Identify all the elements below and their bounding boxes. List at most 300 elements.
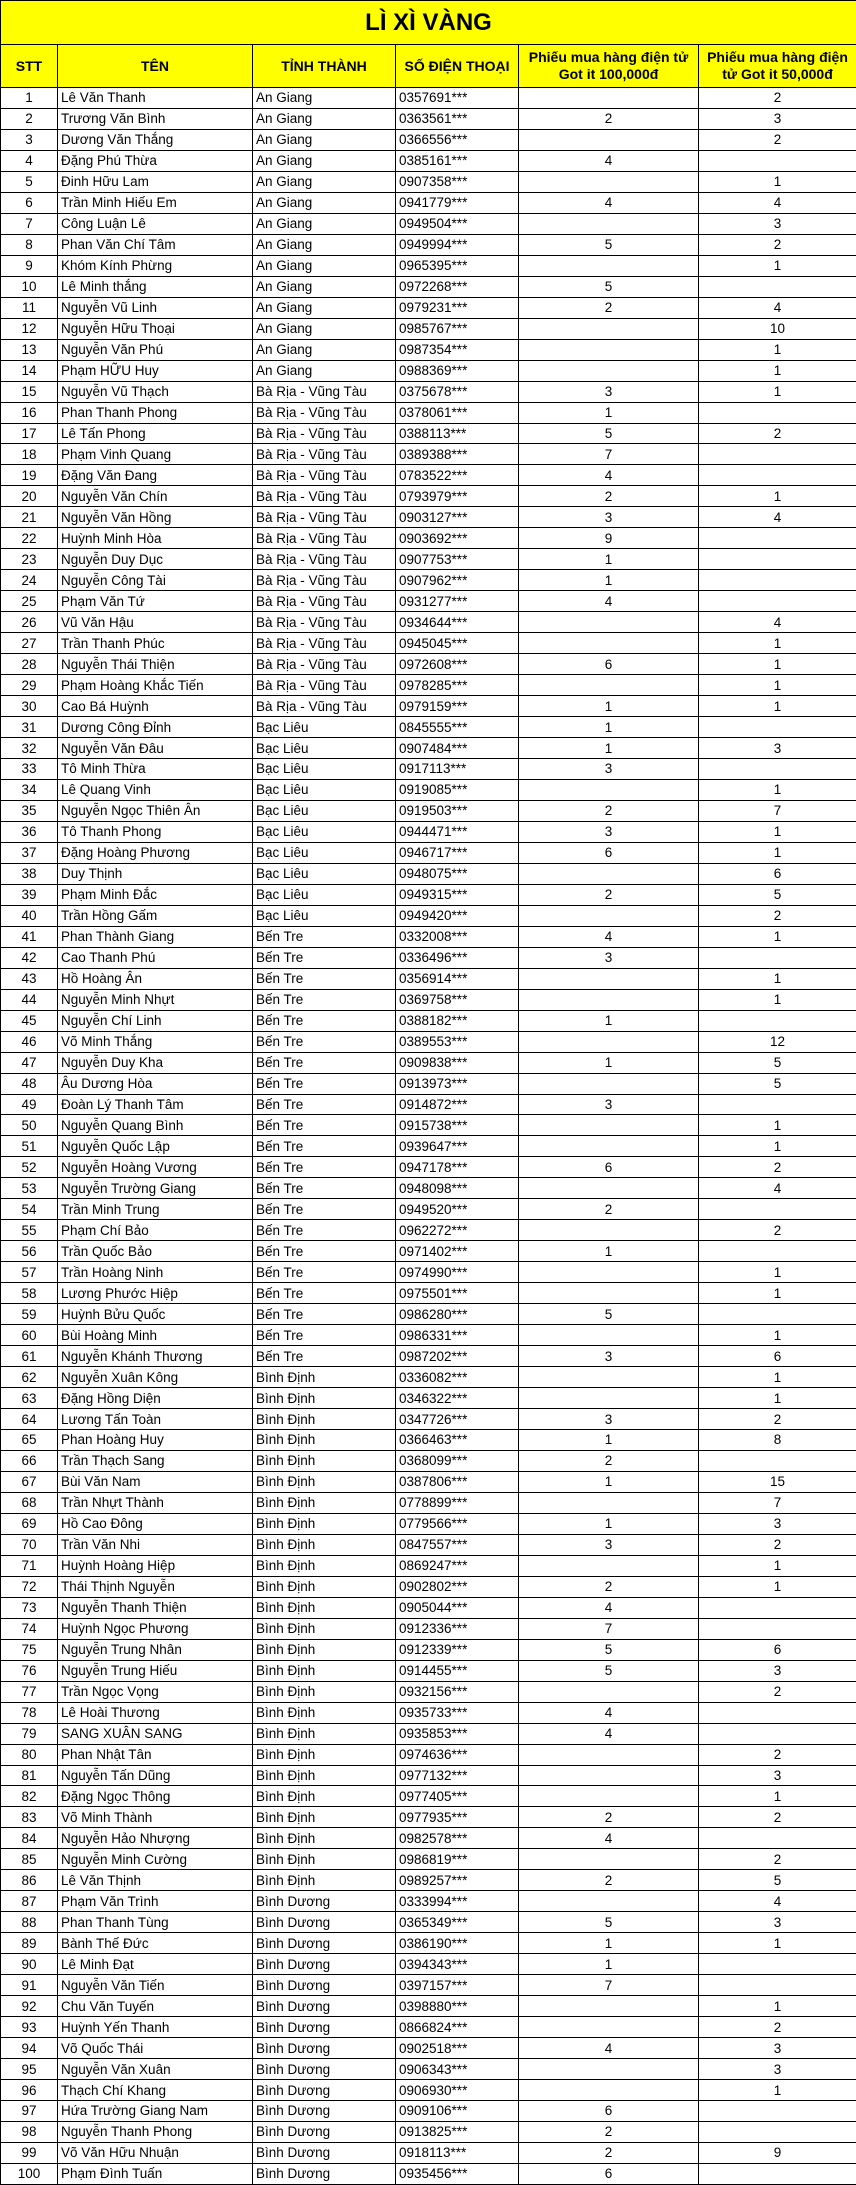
table-row — [1, 297, 856, 318]
cell-phone: 0394343*** — [396, 1954, 519, 1975]
cell-phone: 0917113*** — [396, 759, 519, 780]
cell-province: An Giang — [253, 360, 396, 381]
cell-stt: 40 — [1, 905, 58, 926]
cell-voucher-50k: 1 — [699, 381, 856, 402]
cell-province: Bến Tre — [253, 1304, 396, 1325]
cell-voucher-100k: 7 — [519, 444, 699, 465]
cell-name: Nguyễn Quốc Lập — [58, 1136, 253, 1157]
cell-phone: 0385161*** — [396, 150, 519, 171]
table-row — [1, 1912, 856, 1933]
table-row — [1, 1660, 856, 1681]
cell-name: Lê Văn Thanh — [58, 88, 253, 109]
cell-voucher-50k — [699, 1010, 856, 1031]
cell-voucher-50k: 1 — [699, 1388, 856, 1409]
cell-province: Bến Tre — [253, 989, 396, 1010]
cell-province: Bình Định — [253, 1576, 396, 1597]
cell-province: Bà Rịa - Vũng Tàu — [253, 633, 396, 654]
table-row — [1, 444, 856, 465]
cell-province: Bình Định — [253, 1367, 396, 1388]
cell-phone: 0912336*** — [396, 1618, 519, 1639]
table-row — [1, 381, 856, 402]
cell-stt: 30 — [1, 696, 58, 717]
cell-phone: 0389553*** — [396, 1031, 519, 1052]
cell-phone: 0949420*** — [396, 905, 519, 926]
cell-stt: 14 — [1, 360, 58, 381]
cell-voucher-50k: 1 — [699, 1262, 856, 1283]
cell-voucher-100k: 3 — [519, 759, 699, 780]
cell-name: Lê Hoài Thương — [58, 1702, 253, 1723]
cell-stt: 43 — [1, 968, 58, 989]
cell-name: Chu Văn Tuyến — [58, 1996, 253, 2017]
table-row — [1, 2101, 856, 2122]
cell-stt: 83 — [1, 1807, 58, 1828]
cell-name: Nguyễn Tấn Dũng — [58, 1765, 253, 1786]
cell-voucher-100k — [519, 2017, 699, 2038]
cell-name: Đặng Văn Đang — [58, 465, 253, 486]
cell-province: Bến Tre — [253, 947, 396, 968]
cell-stt: 8 — [1, 234, 58, 255]
table-row — [1, 549, 856, 570]
cell-voucher-50k: 6 — [699, 1346, 856, 1367]
cell-voucher-100k — [519, 905, 699, 926]
cell-province: An Giang — [253, 276, 396, 297]
cell-name: Bành Thế Đức — [58, 1933, 253, 1954]
table-row — [1, 1409, 856, 1430]
cell-stt: 63 — [1, 1388, 58, 1409]
cell-province: Bến Tre — [253, 1136, 396, 1157]
table-row — [1, 192, 856, 213]
table-row — [1, 528, 856, 549]
cell-voucher-50k — [699, 1828, 856, 1849]
table-row — [1, 654, 856, 675]
cell-voucher-100k: 4 — [519, 591, 699, 612]
cell-name: Phạm Chí Bảo — [58, 1220, 253, 1241]
cell-name: Hồ Cao Đông — [58, 1513, 253, 1534]
cell-province: An Giang — [253, 88, 396, 109]
cell-phone: 0869247*** — [396, 1555, 519, 1576]
table-row — [1, 1262, 856, 1283]
cell-voucher-50k: 2 — [699, 1409, 856, 1430]
cell-phone: 0948098*** — [396, 1178, 519, 1199]
cell-voucher-100k: 2 — [519, 1807, 699, 1828]
cell-name: Nguyễn Ngọc Thiên Ân — [58, 800, 253, 821]
cell-voucher-50k — [699, 1597, 856, 1618]
cell-phone: 0932156*** — [396, 1681, 519, 1702]
cell-province: Bình Định — [253, 1828, 396, 1849]
cell-voucher-50k: 1 — [699, 654, 856, 675]
table-row — [1, 2163, 856, 2184]
cell-phone: 0903127*** — [396, 507, 519, 528]
table-row — [1, 255, 856, 276]
cell-phone: 0912339*** — [396, 1639, 519, 1660]
cell-stt: 100 — [1, 2163, 58, 2184]
table-row — [1, 779, 856, 800]
header-province: TỈNH THÀNH — [253, 45, 396, 88]
cell-voucher-50k: 3 — [699, 1513, 856, 1534]
table-row — [1, 360, 856, 381]
table-row — [1, 738, 856, 759]
cell-voucher-100k — [519, 863, 699, 884]
cell-name: Bùi Hoàng Minh — [58, 1325, 253, 1346]
cell-voucher-100k — [519, 1283, 699, 1304]
cell-name: Nguyễn Quang Bình — [58, 1115, 253, 1136]
cell-province: Bến Tre — [253, 1010, 396, 1031]
cell-voucher-50k: 1 — [699, 1786, 856, 1807]
cell-stt: 31 — [1, 717, 58, 738]
cell-stt: 42 — [1, 947, 58, 968]
cell-phone: 0977132*** — [396, 1765, 519, 1786]
table-row — [1, 1849, 856, 1870]
header-voucher-100k: Phiếu mua hàng điện tử Got it 100,000đ — [519, 45, 699, 88]
cell-name: Lê Tấn Phong — [58, 423, 253, 444]
table-row — [1, 821, 856, 842]
table-row — [1, 1576, 856, 1597]
cell-province: Bến Tre — [253, 1283, 396, 1304]
cell-name: Trần Minh Trung — [58, 1199, 253, 1220]
cell-phone: 0905044*** — [396, 1597, 519, 1618]
cell-stt: 88 — [1, 1912, 58, 1933]
cell-voucher-50k: 1 — [699, 1576, 856, 1597]
cell-voucher-50k: 1 — [699, 1367, 856, 1388]
table-row — [1, 1283, 856, 1304]
cell-province: Bạc Liêu — [253, 863, 396, 884]
cell-name: Nguyễn Hoàng Vương — [58, 1157, 253, 1178]
table-row — [1, 570, 856, 591]
cell-name: Nguyễn Duy Kha — [58, 1052, 253, 1073]
cell-stt: 33 — [1, 759, 58, 780]
cell-stt: 91 — [1, 1975, 58, 1996]
cell-name: Võ Văn Hữu Nhuận — [58, 2142, 253, 2163]
cell-name: Nguyễn Hảo Nhượng — [58, 1828, 253, 1849]
cell-phone: 0913825*** — [396, 2121, 519, 2142]
cell-phone: 0336496*** — [396, 947, 519, 968]
cell-voucher-50k — [699, 1618, 856, 1639]
cell-voucher-100k: 4 — [519, 192, 699, 213]
cell-phone: 0902802*** — [396, 1576, 519, 1597]
table-row — [1, 675, 856, 696]
cell-voucher-100k: 4 — [519, 1828, 699, 1849]
cell-voucher-50k: 1 — [699, 968, 856, 989]
cell-voucher-50k — [699, 549, 856, 570]
header-stt: STT — [1, 45, 58, 88]
cell-voucher-50k: 1 — [699, 1933, 856, 1954]
cell-stt: 49 — [1, 1094, 58, 1115]
cell-voucher-100k — [519, 171, 699, 192]
cell-stt: 24 — [1, 570, 58, 591]
cell-voucher-100k: 1 — [519, 1954, 699, 1975]
cell-stt: 50 — [1, 1115, 58, 1136]
cell-voucher-50k — [699, 2101, 856, 2122]
cell-voucher-100k — [519, 1367, 699, 1388]
cell-voucher-50k: 4 — [699, 1891, 856, 1912]
cell-voucher-50k: 2 — [699, 1807, 856, 1828]
cell-name: Phan Thanh Tùng — [58, 1912, 253, 1933]
cell-voucher-100k: 5 — [519, 1304, 699, 1325]
cell-stt: 76 — [1, 1660, 58, 1681]
cell-name: Nguyễn Trường Giang — [58, 1178, 253, 1199]
cell-voucher-100k: 5 — [519, 1660, 699, 1681]
cell-voucher-100k: 3 — [519, 947, 699, 968]
table-row — [1, 1367, 856, 1388]
cell-name: Trần Văn Nhi — [58, 1534, 253, 1555]
cell-stt: 46 — [1, 1031, 58, 1052]
cell-voucher-100k: 3 — [519, 1094, 699, 1115]
table-row — [1, 1010, 856, 1031]
cell-voucher-50k: 2 — [699, 1744, 856, 1765]
table-row — [1, 1807, 856, 1828]
cell-voucher-100k — [519, 968, 699, 989]
cell-voucher-50k: 2 — [699, 1157, 856, 1178]
table-row — [1, 318, 856, 339]
cell-name: Phạm Minh Đắc — [58, 884, 253, 905]
cell-name: Huỳnh Hoàng Hiệp — [58, 1555, 253, 1576]
cell-voucher-100k: 1 — [519, 1513, 699, 1534]
cell-stt: 36 — [1, 821, 58, 842]
cell-name: Huỳnh Yến Thanh — [58, 2017, 253, 2038]
cell-voucher-100k: 2 — [519, 1870, 699, 1891]
cell-province: Bà Rịa - Vũng Tàu — [253, 402, 396, 423]
cell-province: Bến Tre — [253, 1241, 396, 1262]
cell-province: Bến Tre — [253, 1052, 396, 1073]
cell-phone: 0365349*** — [396, 1912, 519, 1933]
cell-name: Nguyễn Công Tài — [58, 570, 253, 591]
table-row — [1, 1094, 856, 1115]
cell-voucher-50k: 9 — [699, 2142, 856, 2163]
table-row — [1, 88, 856, 109]
cell-phone: 0989257*** — [396, 1870, 519, 1891]
cell-phone: 0375678*** — [396, 381, 519, 402]
cell-province: Bà Rịa - Vũng Tàu — [253, 591, 396, 612]
cell-name: Tô Minh Thừa — [58, 759, 253, 780]
cell-stt: 48 — [1, 1073, 58, 1094]
cell-voucher-100k: 2 — [519, 1450, 699, 1471]
cell-name: Huỳnh Ngọc Phương — [58, 1618, 253, 1639]
cell-name: Trần Nhựt Thành — [58, 1492, 253, 1513]
cell-stt: 52 — [1, 1157, 58, 1178]
cell-name: Phan Văn Chí Tâm — [58, 234, 253, 255]
cell-province: An Giang — [253, 297, 396, 318]
cell-voucher-100k: 1 — [519, 1430, 699, 1451]
cell-phone: 0366556*** — [396, 129, 519, 150]
cell-voucher-100k: 6 — [519, 2101, 699, 2122]
table-row — [1, 633, 856, 654]
cell-voucher-50k: 1 — [699, 675, 856, 696]
cell-voucher-50k — [699, 1723, 856, 1744]
cell-phone: 0935456*** — [396, 2163, 519, 2184]
cell-voucher-50k — [699, 759, 856, 780]
cell-name: Nguyễn Vũ Linh — [58, 297, 253, 318]
cell-province: An Giang — [253, 108, 396, 129]
cell-province: Bà Rịa - Vũng Tàu — [253, 549, 396, 570]
cell-voucher-50k: 4 — [699, 1178, 856, 1199]
cell-phone: 0986819*** — [396, 1849, 519, 1870]
cell-phone: 0949504*** — [396, 213, 519, 234]
cell-voucher-100k: 3 — [519, 821, 699, 842]
cell-phone: 0972608*** — [396, 654, 519, 675]
cell-province: Bến Tre — [253, 968, 396, 989]
cell-voucher-100k — [519, 1996, 699, 2017]
cell-name: Nguyễn Minh Nhựt — [58, 989, 253, 1010]
cell-voucher-100k: 6 — [519, 842, 699, 863]
cell-province: Bà Rịa - Vũng Tàu — [253, 612, 396, 633]
cell-voucher-100k: 3 — [519, 381, 699, 402]
table-row — [1, 1115, 856, 1136]
cell-province: Bình Định — [253, 1702, 396, 1723]
cell-voucher-100k: 1 — [519, 1052, 699, 1073]
table-row — [1, 884, 856, 905]
table-row — [1, 2017, 856, 2038]
cell-voucher-100k: 2 — [519, 2121, 699, 2142]
cell-name: Tô Thanh Phong — [58, 821, 253, 842]
table-row — [1, 1388, 856, 1409]
cell-voucher-50k: 6 — [699, 1639, 856, 1660]
header-phone: SỐ ĐIỆN THOẠI — [396, 45, 519, 88]
cell-voucher-100k: 5 — [519, 276, 699, 297]
cell-name: Nguyễn Vũ Thạch — [58, 381, 253, 402]
cell-province: Bình Dương — [253, 2121, 396, 2142]
cell-voucher-50k: 4 — [699, 612, 856, 633]
cell-stt: 27 — [1, 633, 58, 654]
cell-voucher-50k: 1 — [699, 633, 856, 654]
table-row — [1, 926, 856, 947]
cell-voucher-50k: 1 — [699, 255, 856, 276]
cell-voucher-100k — [519, 339, 699, 360]
cell-province: Bình Dương — [253, 2101, 396, 2122]
cell-name: Công Luận Lê — [58, 213, 253, 234]
cell-province: An Giang — [253, 150, 396, 171]
table-row — [1, 1639, 856, 1660]
cell-name: Trần Hồng Gấm — [58, 905, 253, 926]
cell-phone: 0907753*** — [396, 549, 519, 570]
cell-name: Võ Minh Thành — [58, 1807, 253, 1828]
cell-name: SANG XUÂN SANG — [58, 1723, 253, 1744]
table-row — [1, 1492, 856, 1513]
cell-voucher-100k: 2 — [519, 297, 699, 318]
cell-phone: 0397157*** — [396, 1975, 519, 1996]
header-voucher-50k: Phiếu mua hàng điện tử Got it 50,000đ — [699, 45, 856, 88]
table-row — [1, 213, 856, 234]
table-row — [1, 717, 856, 738]
cell-stt: 26 — [1, 612, 58, 633]
cell-voucher-50k — [699, 1094, 856, 1115]
table-row — [1, 842, 856, 863]
table-row — [1, 1304, 856, 1325]
cell-province: Bình Dương — [253, 2142, 396, 2163]
cell-province: Bình Định — [253, 1786, 396, 1807]
cell-name: Võ Quốc Thái — [58, 2038, 253, 2059]
cell-voucher-100k — [519, 1681, 699, 1702]
cell-stt: 22 — [1, 528, 58, 549]
cell-phone: 0398880*** — [396, 1996, 519, 2017]
cell-stt: 51 — [1, 1136, 58, 1157]
cell-voucher-50k — [699, 717, 856, 738]
cell-voucher-50k: 1 — [699, 1115, 856, 1136]
table-row — [1, 1220, 856, 1241]
cell-stt: 29 — [1, 675, 58, 696]
table-row — [1, 1681, 856, 1702]
cell-voucher-50k: 1 — [699, 171, 856, 192]
table-row — [1, 696, 856, 717]
cell-voucher-100k — [519, 2059, 699, 2080]
cell-voucher-50k: 1 — [699, 779, 856, 800]
cell-voucher-50k: 1 — [699, 1136, 856, 1157]
table-row — [1, 108, 856, 129]
cell-voucher-50k: 3 — [699, 1912, 856, 1933]
cell-voucher-100k: 6 — [519, 2163, 699, 2184]
cell-province: Bình Dương — [253, 1954, 396, 1975]
cell-voucher-100k: 1 — [519, 738, 699, 759]
cell-stt: 3 — [1, 129, 58, 150]
cell-stt: 20 — [1, 486, 58, 507]
cell-voucher-50k: 1 — [699, 696, 856, 717]
cell-phone: 0987202*** — [396, 1346, 519, 1367]
cell-name: Đặng Ngọc Thông — [58, 1786, 253, 1807]
cell-name: Đặng Hồng Diện — [58, 1388, 253, 1409]
cell-name: Nguyễn Duy Dục — [58, 549, 253, 570]
cell-province: Bình Định — [253, 1618, 396, 1639]
table-row — [1, 2080, 856, 2101]
cell-name: Lê Minh Đạt — [58, 1954, 253, 1975]
cell-stt: 95 — [1, 2059, 58, 2080]
cell-name: Trần Ngọc Vọng — [58, 1681, 253, 1702]
cell-phone: 0386190*** — [396, 1933, 519, 1954]
cell-voucher-100k: 6 — [519, 654, 699, 675]
table-row — [1, 1954, 856, 1975]
cell-phone: 0914872*** — [396, 1094, 519, 1115]
cell-voucher-100k: 2 — [519, 800, 699, 821]
cell-stt: 47 — [1, 1052, 58, 1073]
table-row — [1, 1241, 856, 1262]
cell-voucher-100k: 2 — [519, 486, 699, 507]
cell-stt: 77 — [1, 1681, 58, 1702]
cell-stt: 54 — [1, 1199, 58, 1220]
cell-province: Bến Tre — [253, 926, 396, 947]
cell-voucher-50k — [699, 570, 856, 591]
cell-voucher-50k: 10 — [699, 318, 856, 339]
cell-voucher-50k: 1 — [699, 842, 856, 863]
cell-voucher-50k: 5 — [699, 1870, 856, 1891]
cell-voucher-50k: 2 — [699, 1220, 856, 1241]
cell-stt: 94 — [1, 2038, 58, 2059]
cell-phone: 0971402*** — [396, 1241, 519, 1262]
table-row — [1, 2121, 856, 2142]
cell-name: Nguyễn Văn Chín — [58, 486, 253, 507]
cell-province: Bình Định — [253, 1492, 396, 1513]
cell-phone: 0962272*** — [396, 1220, 519, 1241]
cell-province: Bà Rịa - Vũng Tàu — [253, 528, 396, 549]
cell-name: Đặng Hoàng Phương — [58, 842, 253, 863]
table-row — [1, 591, 856, 612]
cell-stt: 2 — [1, 108, 58, 129]
cell-stt: 65 — [1, 1430, 58, 1451]
cell-stt: 64 — [1, 1409, 58, 1430]
cell-province: An Giang — [253, 192, 396, 213]
cell-province: Bến Tre — [253, 1115, 396, 1136]
cell-voucher-50k: 1 — [699, 1325, 856, 1346]
cell-stt: 78 — [1, 1702, 58, 1723]
cell-voucher-50k: 1 — [699, 486, 856, 507]
table-row — [1, 947, 856, 968]
cell-province: Bến Tre — [253, 1220, 396, 1241]
cell-phone: 0988369*** — [396, 360, 519, 381]
cell-name: Nguyễn Trung Nhân — [58, 1639, 253, 1660]
cell-voucher-50k: 1 — [699, 360, 856, 381]
cell-voucher-100k: 7 — [519, 1975, 699, 1996]
table-row — [1, 1513, 856, 1534]
header-name: TÊN — [58, 45, 253, 88]
cell-name: Nguyễn Văn Hồng — [58, 507, 253, 528]
cell-phone: 0975501*** — [396, 1283, 519, 1304]
